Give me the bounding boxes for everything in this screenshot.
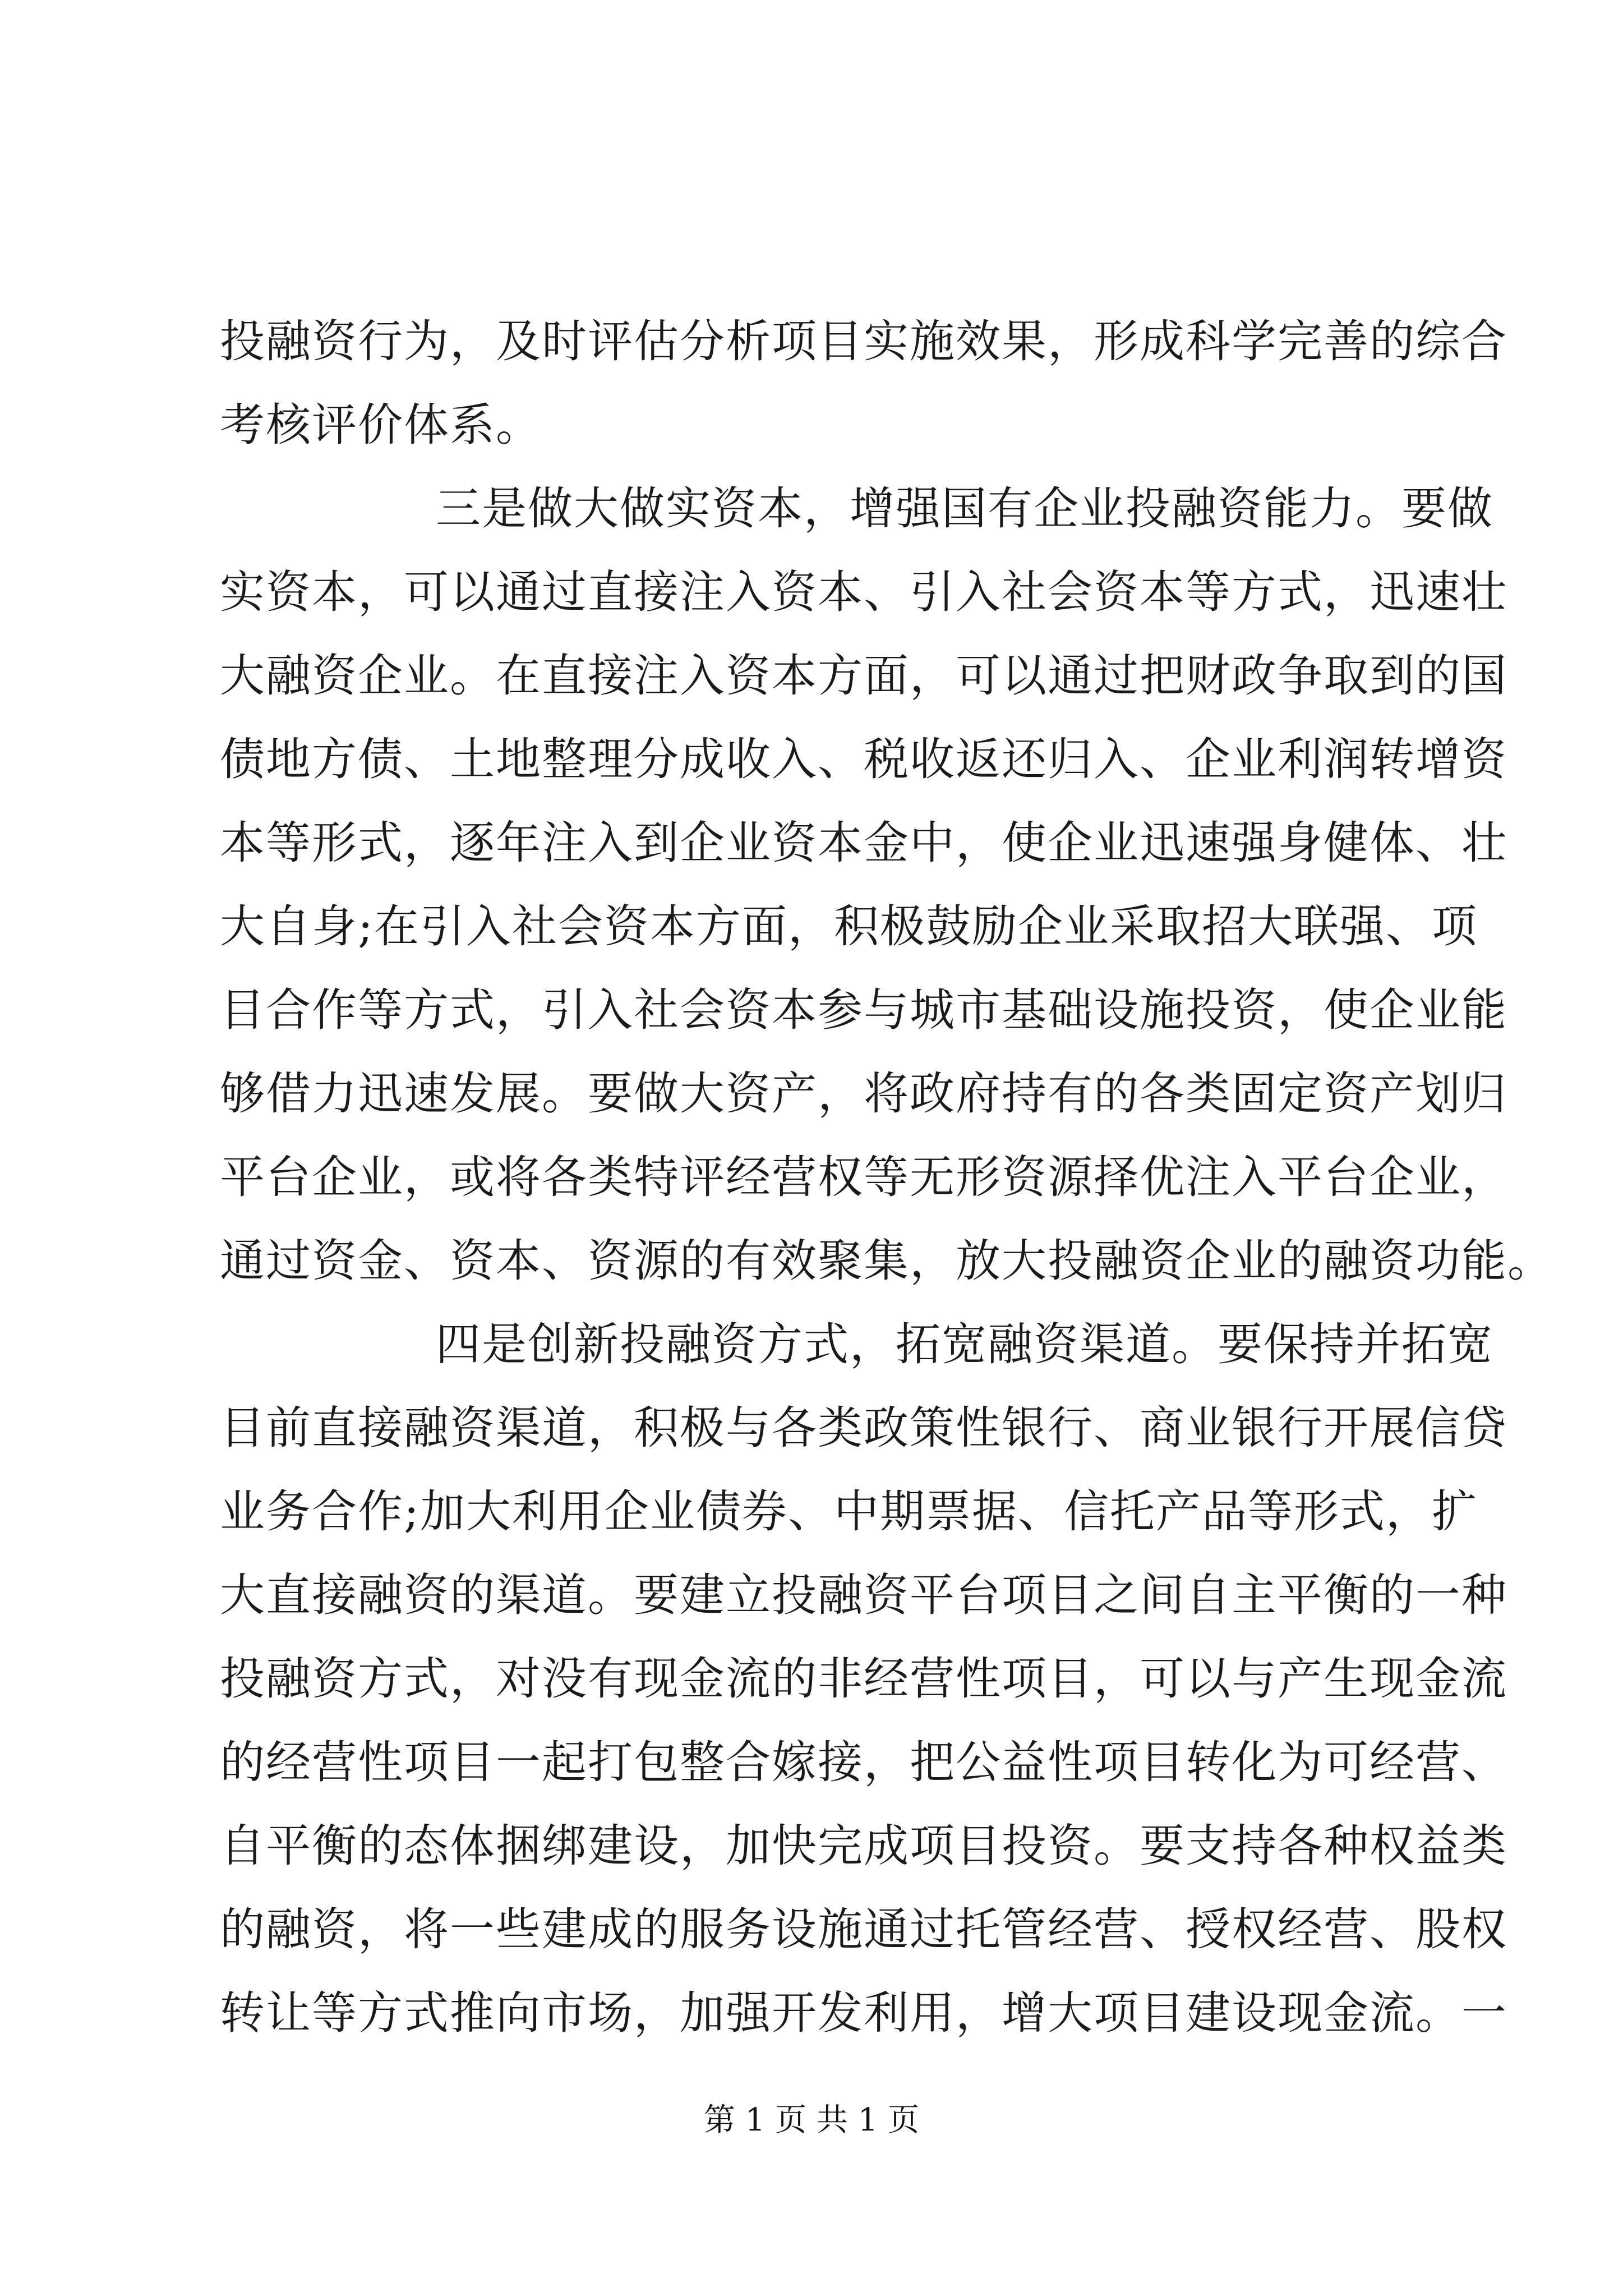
text-line: 的融资，将一些建成的服务设施通过托管经营、授权经营、股权 [220,1903,1507,1955]
text-line: 自平衡的态体捆绑建设，加快完成项目投资。要支持各种权益类 [220,1820,1507,1872]
text-line: 实资本，可以通过直接注入资本、引入社会资本等方式，迅速壮 [220,566,1507,618]
text-line: 目前直接融资渠道，积极与各类政策性银行、商业银行开展信贷 [220,1402,1507,1454]
text-line: 的经营性项目一起打包整合嫁接，把公益性项目转化为可经营、 [220,1736,1507,1788]
page-footer: 第 1 页 共 1 页 [703,2102,920,2138]
text-line: 业务合作;加大利用企业债券、中期票据、信托产品等形式，扩 [220,1485,1478,1538]
paragraph-start-line: 三是做大做实资本，增强国有企业投融资能力。要做 [436,482,1493,535]
paragraph-start-line: 四是创新投融资方式，拓宽融资渠道。要保持并拓宽 [436,1318,1493,1370]
body-text [220,300,1553,2055]
text-line: 平台企业，或将各类特评经营权等无形资源择优注入平台企业， [220,1151,1507,1203]
text-line: 投融资方式，对没有现金流的非经营性项目，可以与产生现金流 [220,1653,1507,1705]
text-line: 转让等方式推向市场，加强开发利用，增大项目建设现金流。一 [220,1987,1507,2039]
text-line: 债地方债、土地整理分成收入、税收返还归入、企业利润转增资 [220,733,1507,785]
text-line: 够借力迅速发展。要做大资产，将政府持有的各类固定资产划归 [220,1068,1507,1120]
text-line: 考核评价体系。 [220,399,542,451]
text-line: 目合作等方式，引入社会资本参与城市基础设施投资，使企业能 [220,984,1507,1036]
text-line: 大自身;在引入社会资本方面，积极鼓励企业采取招大联强、项 [220,900,1478,953]
text-line: 本等形式，逐年注入到企业资本金中，使企业迅速强身健体、壮 [220,817,1507,869]
text-line: 大融资企业。在直接注入资本方面，可以通过把财政争取到的国 [220,650,1507,702]
text-line: 投融资行为，及时评估分析项目实施效果，形成科学完善的综合 [220,315,1507,367]
text-line: 通过资金、资本、资源的有效聚集，放大投融资企业的融资功能。 [220,1235,1553,1287]
text-line: 大直接融资的渠道。要建立投融资平台项目之间自主平衡的一种 [220,1569,1507,1621]
